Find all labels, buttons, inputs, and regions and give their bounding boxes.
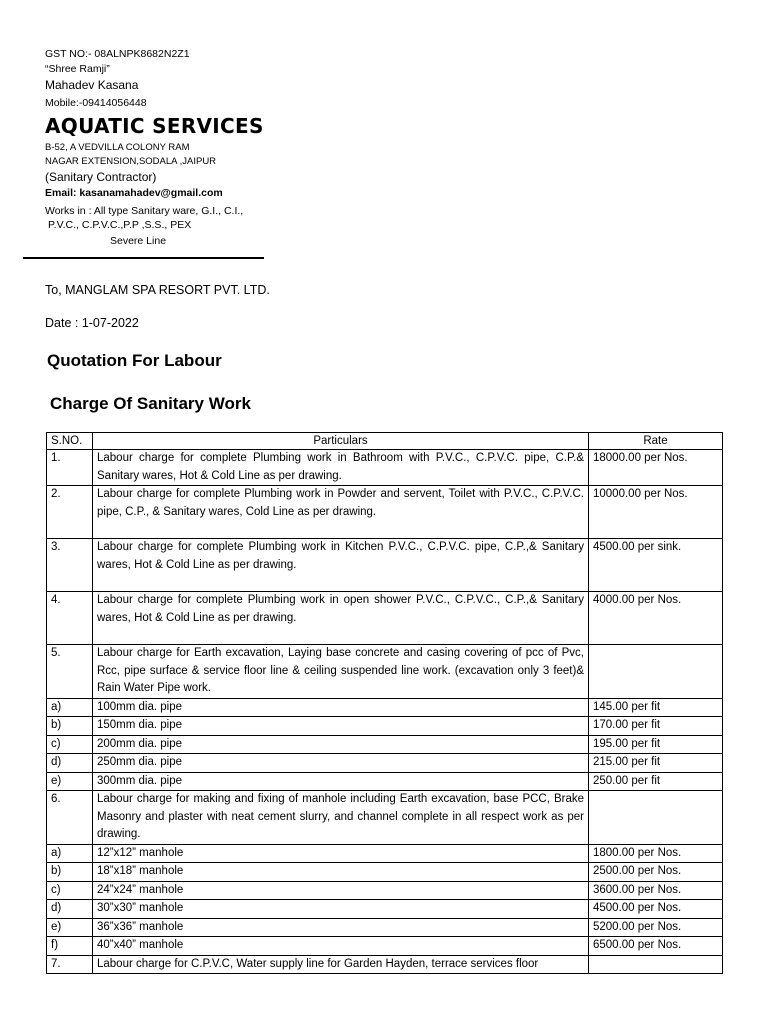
- table-row: [47, 717, 723, 736]
- table-row: [47, 937, 723, 956]
- table-row: [47, 450, 723, 486]
- gst-number: GST NO:- 08ALNPK8682N2Z1: [45, 48, 190, 60]
- table-row: [47, 955, 723, 974]
- cell-rate: 145.00 per fit: [589, 698, 723, 717]
- quotation-subtitle: Charge Of Sanitary Work: [50, 394, 251, 413]
- cell-particulars: Labour charge for making and fixing of manhole including Earth excavation, base PCC, Brake Masonry and plaster with neat cement slurry, and channel complete in all respect work as per drawing.: [93, 791, 589, 845]
- cell-sno: 4.: [47, 592, 93, 645]
- cell-sno: e): [47, 772, 93, 791]
- cell-rate: [589, 645, 723, 699]
- cell-rate: 195.00 per fit: [589, 735, 723, 754]
- contractor-role: (Sanitary Contractor): [45, 170, 157, 184]
- cell-sno: 6.: [47, 791, 93, 845]
- cell-particulars: 300mm dia. pipe: [93, 772, 589, 791]
- table-row: [47, 772, 723, 791]
- cell-rate: 3600.00 per Nos.: [589, 881, 723, 900]
- cell-sno: b): [47, 863, 93, 882]
- mobile-number: Mobile:-09414056448: [45, 97, 147, 109]
- cell-sno: 5.: [47, 645, 93, 699]
- table-row: [47, 754, 723, 773]
- header-particulars: Particulars: [93, 433, 589, 450]
- cell-sno: c): [47, 881, 93, 900]
- table-row: [47, 900, 723, 919]
- cell-rate: 10000.00 per Nos.: [589, 486, 723, 539]
- cell-rate: 4500.00 per sink.: [589, 539, 723, 592]
- table-row: [47, 844, 723, 863]
- table-row: [47, 645, 723, 699]
- date: Date : 1-07-2022: [45, 316, 139, 330]
- company-name: AQUATIC SERVICES: [45, 114, 264, 138]
- cell-particulars: Labour charge for C.P.V.C, Water supply line for Garden Hayden, terrace services floor: [93, 955, 589, 974]
- cell-particulars: 150mm dia. pipe: [93, 717, 589, 736]
- table-row: [47, 791, 723, 845]
- cell-particulars: 250mm dia. pipe: [93, 754, 589, 773]
- cell-sno: 3.: [47, 539, 93, 592]
- cell-sno: a): [47, 844, 93, 863]
- cell-rate: 250.00 per fit: [589, 772, 723, 791]
- table-row: [47, 881, 723, 900]
- cell-sno: b): [47, 717, 93, 736]
- quotation-table: [46, 432, 723, 974]
- table-row: [47, 698, 723, 717]
- table-row: [47, 918, 723, 937]
- cell-rate: [589, 791, 723, 845]
- cell-sno: 2.: [47, 486, 93, 539]
- header-sno: S.NO.: [47, 433, 93, 450]
- cell-rate: 4500.00 per Nos.: [589, 900, 723, 919]
- cell-rate: 170.00 per fit: [589, 717, 723, 736]
- cell-particulars: 12”x12” manhole: [93, 844, 589, 863]
- cell-rate: 6500.00 per Nos.: [589, 937, 723, 956]
- cell-sno: d): [47, 754, 93, 773]
- recipient: To, MANGLAM SPA RESORT PVT. LTD.: [45, 283, 270, 297]
- cell-rate: 1800.00 per Nos.: [589, 844, 723, 863]
- cell-particulars: Labour charge for complete Plumbing work in Kitchen P.V.C., C.P.V.C. pipe, C.P.,& Sanitary wares, Hot & Cold Line as per drawing.: [93, 539, 589, 592]
- header-divider: [23, 257, 264, 259]
- header-rate: Rate: [589, 433, 723, 450]
- address-line-2: NAGAR EXTENSION,SODALA ,JAIPUR: [45, 156, 217, 167]
- cell-particulars: Labour charge for complete Plumbing work in Powder and servent, Toilet with P.V.C., C.P.V.C. pipe, C.P., & Sanitary wares, Cold Line as per drawing.: [93, 486, 589, 539]
- address-line-1: B-52, A VEDVILLA COLONY RAM: [45, 142, 190, 153]
- cell-particulars: Labour charge for complete Plumbing work in Bathroom with P.V.C., C.P.V.C. pipe, C.P.& Sanitary wares, Hot & Cold Line as per drawing.: [93, 450, 589, 486]
- cell-rate: 18000.00 per Nos.: [589, 450, 723, 486]
- cell-sno: e): [47, 918, 93, 937]
- cell-rate: 2500.00 per Nos.: [589, 863, 723, 882]
- cell-rate: 5200.00 per Nos.: [589, 918, 723, 937]
- table-row: [47, 592, 723, 645]
- motto: “Shree Ramji”: [45, 63, 110, 75]
- works-line-2: P.V.C., C.P.V.C.,P.P ,S.S., PEX: [48, 219, 192, 231]
- cell-sno: d): [47, 900, 93, 919]
- cell-particulars: Labour charge for complete Plumbing work in open shower P.V.C., C.P.V.C., C.P.,& Sanitary wares, Hot & Cold Line as per drawing.: [93, 592, 589, 645]
- cell-particulars: 40”x40” manhole: [93, 937, 589, 956]
- cell-sno: 1.: [47, 450, 93, 486]
- cell-particulars: 24”x24” manhole: [93, 881, 589, 900]
- cell-sno: f): [47, 937, 93, 956]
- cell-sno: 7.: [47, 955, 93, 974]
- email: Email: kasanamahadev@gmail.com: [45, 187, 223, 199]
- cell-sno: c): [47, 735, 93, 754]
- table-row: [47, 735, 723, 754]
- cell-particulars: 200mm dia. pipe: [93, 735, 589, 754]
- cell-particulars: 30”x30” manhole: [93, 900, 589, 919]
- table-header-row: [47, 433, 723, 450]
- cell-rate: [589, 955, 723, 974]
- cell-particulars: 36”x36” manhole: [93, 918, 589, 937]
- table-row: [47, 863, 723, 882]
- table-row: [47, 539, 723, 592]
- table-row: [47, 486, 723, 539]
- cell-sno: a): [47, 698, 93, 717]
- cell-rate: 215.00 per fit: [589, 754, 723, 773]
- contractor-name: Mahadev Kasana: [45, 78, 139, 92]
- cell-particulars: 18”x18” manhole: [93, 863, 589, 882]
- cell-particulars: 100mm dia. pipe: [93, 698, 589, 717]
- works-line-1: Works in : All type Sanitary ware, G.I., C.I.,: [45, 205, 244, 217]
- cell-particulars: Labour charge for Earth excavation, Laying base concrete and casing covering of pcc of Pvc, Rcc, pipe surface & service floor line & ceiling suspended line work. (excavation only 3 feet)& Rain Water Pipe work.: [93, 645, 589, 699]
- works-line-3: Severe Line: [110, 235, 167, 247]
- cell-rate: 4000.00 per Nos.: [589, 592, 723, 645]
- quotation-title: Quotation For Labour: [47, 351, 222, 370]
